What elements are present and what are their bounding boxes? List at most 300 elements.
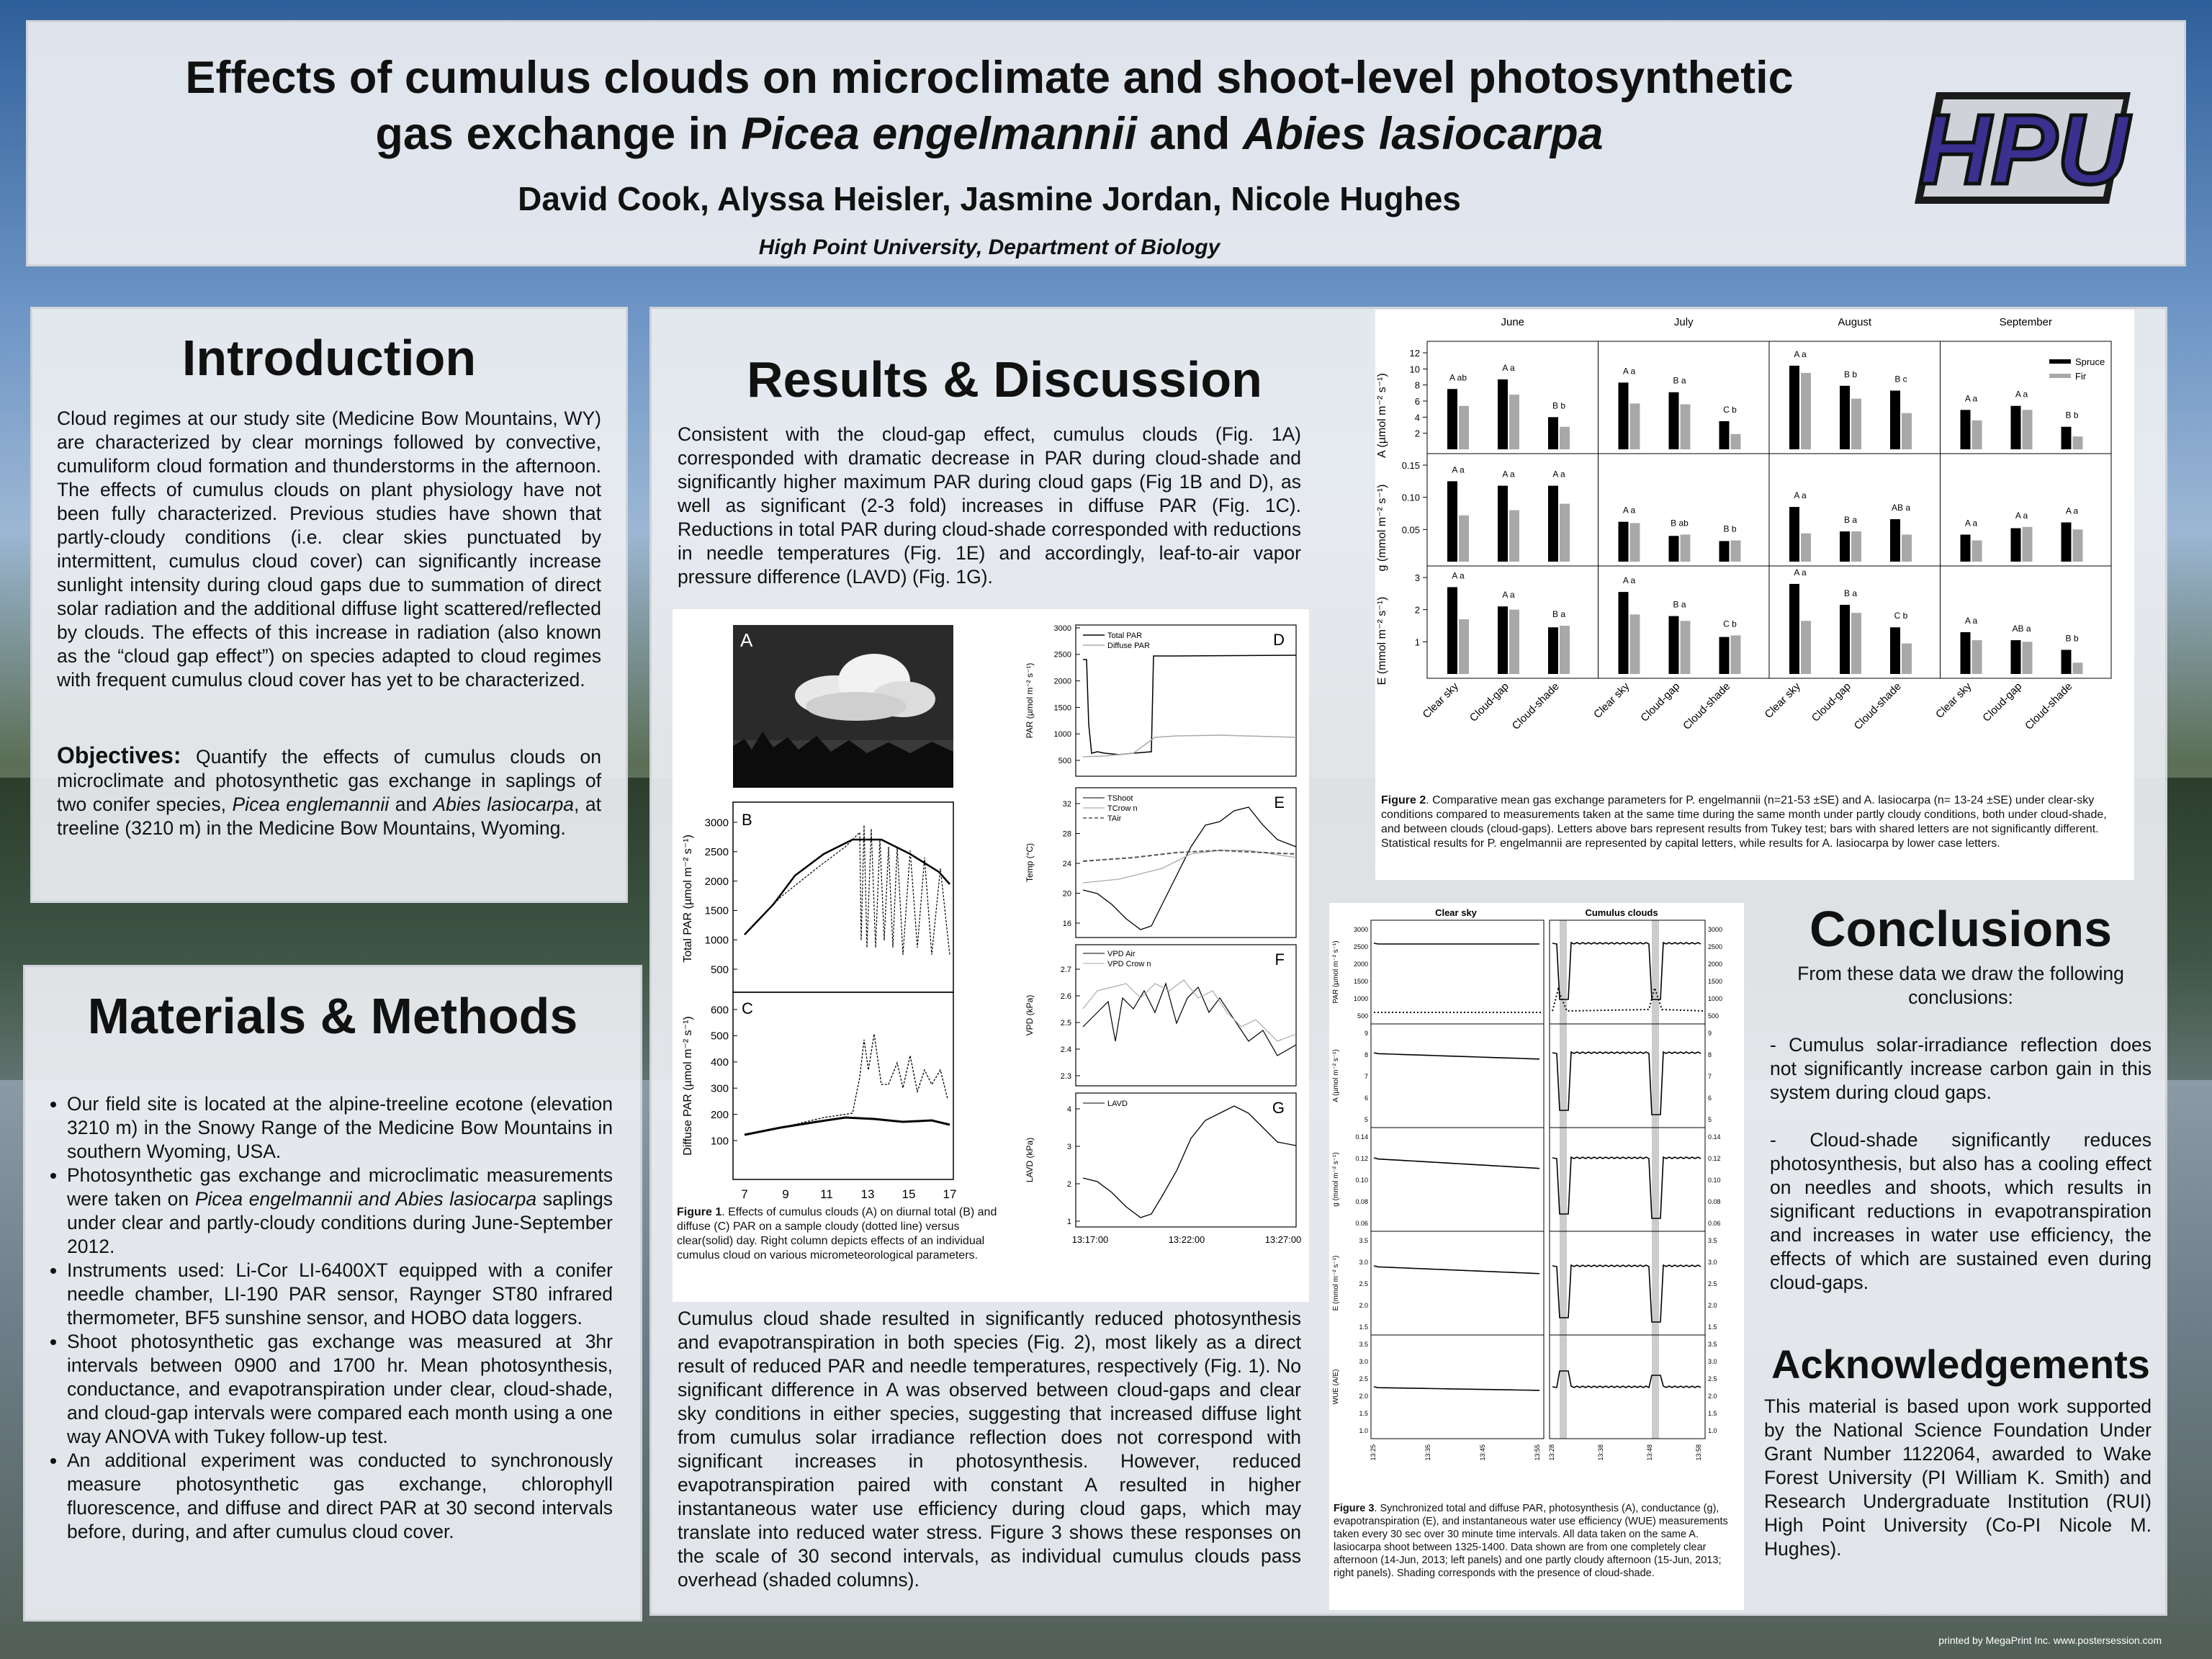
fig2-bar-spruce [2062,427,2072,449]
introduction-panel [30,307,628,903]
fig3-line-clear [1374,1387,1539,1390]
fig2-sig-label: B a [1673,599,1686,610]
fig2-month-label: June [1501,316,1525,328]
figure-2-chart [1375,310,2134,799]
fig2-bar-fir [1972,541,1982,562]
fig2-condition-label: Clear sky [1420,680,1461,721]
title-species-1: Picea engelmannii [741,109,1137,159]
fig3-head-cumulus: Cumulus clouds [1585,907,1658,918]
fig2-bar-spruce [1840,605,1850,674]
tick-label: 2000 [1708,961,1723,968]
tick-label: 3.5 [1708,1341,1717,1348]
tick-label: 1.5 [1708,1410,1717,1417]
fig2-sig-label: B b [2065,633,2079,644]
fig1-b-clear-line [745,840,950,935]
objectives-text-1: Quantify the effects of cumulus clouds on microclimate and photosynthetic gas exchange in saplings of two conifer species, [57,746,601,815]
fig2-bar-spruce [1498,486,1508,562]
fig1-c-ylabel: Diffuse PAR (µmol m⁻² s⁻¹) [682,1016,694,1156]
fig2-bar-spruce [1498,379,1508,449]
tick-label: 3.5 [1708,1237,1717,1244]
tick-label: 0.14 [1708,1133,1721,1141]
fig1-d-diffuse-line [1083,735,1296,757]
fig2-bar-spruce [1447,389,1457,449]
fig2-bar-spruce [2062,650,2072,675]
title-line-2: gas exchange in [375,109,742,159]
fig2-bar-fir [1902,413,1912,449]
fig2-bar-spruce [2011,406,2021,449]
fig2-bars [1447,349,2083,674]
fig1-g-lavd-line [1083,1106,1296,1218]
fig3-frame-left [1371,920,1544,1024]
fig2-bar-fir [1851,613,1861,674]
tick-label: 13:28 [1548,1444,1555,1461]
fig1-panel-e [1025,788,1296,938]
figure-1-svg [673,609,1309,1302]
tick-label: 2.4 [1060,1045,1071,1054]
fig2-bar-fir [1509,610,1519,674]
fig2-sig-label: A a [1452,570,1465,581]
fig2-bar-fir [1560,504,1570,562]
tick-label: 6 [1364,1094,1368,1102]
fig3-line-cumulus [1552,1052,1701,1115]
fig2-condition-label: Cloud-gap [1467,680,1511,724]
tick-label: 0.12 [1708,1155,1721,1162]
fig2-ylabel-g: g (mmol m⁻² s⁻¹) [1376,484,1388,572]
tick-label: 2.5 [1359,1375,1368,1382]
acknowledgements-text: This material is based upon work supported by the National Science Foundation Under Grant Number 1122064, awarded to Wake Forest University (PI William K. Smith) and Research Undergraduate Institution (RUI) High Point University (Co-PI Nicole M. Hughes). [1764,1395,2152,1560]
fig2-condition-label: Clear sky [1762,680,1803,721]
tick-label: 1500 [1053,703,1071,713]
fig2-bar-fir [1972,640,1982,674]
fig3-head-clear: Clear sky [1435,907,1477,918]
fig2-bar-fir [1972,421,1982,449]
fig2-bar-spruce [1619,382,1629,449]
title-species-2: Abies lasiocarpa [1242,109,1604,159]
tick-label: 7 [1708,1073,1712,1080]
tick-label: 2.6 [1060,992,1071,1001]
fig2-sig-label: B ab [1671,518,1689,529]
fig1-panel-a-label: A [740,629,753,651]
results-paragraph-2: Cumulus cloud shade resulted in significantly reduced photosynthesis and evapotranspiration in both species (Fig. 2), most likely as a direct result of reduced PAR and needle temperatures, respectively (Fig. 1). No significant difference in A was observed between cloud-gaps and clear sky conditions in either species, suggesting that increased diffuse light from cumulus solar irradiance reflection does not correspond with significant increases in photosynthesis. However, reduced evapotranspiration paired with constant A resulted in higher instantaneous water use efficiency during cloud gaps, which may translate into reduced water stress. Figure 3 shows these responses on the scale of 30 second intervals, as individual cumulus clouds pass overhead (shaded columns). [678,1308,1301,1591]
introduction-text: Cloud regimes at our study site (Medicine Bow Mountains, WY) are characterized by clear mornings followed by convective, cumuliform cloud formation and thunderstorms in the afternoon. The effects of cumulus clouds on plant physiology have not been fully characterized. Previous studies have shown that partly-cloudy conditions (i.e. clear skies punctuated by intermittent, cumulus cloud cover) can significantly increase sunlight intensity during cloud gaps due to summation of direct solar radiation and the additional diffuse light scattered/reflected by clouds. The effects of this increase in radiation (also known as the “cloud gap effect”) on species adapted to cloud regimes with frequent cumulus cloud cover has yet to be characterized. [57,408,601,691]
fig2-condition-label: Cloud-shade [1509,680,1562,732]
fig2-sig-label: A a [1552,469,1565,480]
fig1-b-cloudy-line [745,825,950,955]
fig2-sig-label: B a [1552,609,1566,619]
figure-3 [1329,903,1744,1610]
fig1-e-legend-1: TShoot [1107,794,1133,803]
tick-label: 1 [1414,637,1420,648]
title-and: and [1136,109,1243,159]
tick-label: 3000 [1353,926,1368,933]
tick-label: 3.0 [1708,1259,1717,1266]
fig1-panel-f [1025,945,1296,1086]
fig2-sig-label: A a [1502,469,1515,480]
tick-label: 13:45 [1479,1444,1486,1461]
fig2-month-labels [1501,316,2051,328]
tick-label: 2500 [1708,943,1723,950]
fig2-sig-label: A a [1794,567,1807,577]
tick-label: 3.0 [1708,1358,1717,1365]
tick-label: 0.08 [1355,1198,1368,1205]
fig2-legend-fir: Fir [2075,371,2087,382]
fig3-shade-1 [1560,920,1567,1439]
fig3-ylabel: WUE (A/E) [1332,1369,1340,1405]
fig2-bar-fir [1801,621,1811,674]
fig2-bar-spruce [1447,587,1457,674]
tick-label: 500 [710,1030,729,1043]
fig2-bar-spruce [1961,534,1971,562]
fig3-frame-right [1550,1128,1705,1231]
fig2-bar-fir [1560,626,1570,674]
fig2-sig-label: B b [1843,369,1858,379]
tick-label: 500 [710,963,729,976]
fig2-bar-fir [1630,523,1640,562]
tick-label: 2500 [1353,943,1368,950]
fig2-bar-fir [1681,534,1691,562]
fig2-sig-label: B b [1723,523,1737,534]
fig2-sig-label: AB a [1891,503,1911,513]
fig3-diffuse-cumulus [1552,988,1704,1011]
tick-label: 2.3 [1060,1071,1071,1081]
fig2-sig-label: AB a [2012,624,2031,634]
tick-label: 1000 [1353,995,1368,1002]
fig1-f-vpd-air-line [1083,984,1296,1056]
tick-label: 13:48 [1646,1444,1653,1461]
methods-item-species: Picea engelmannii and Abies lasiocarpa [194,1188,537,1210]
tick-label: 13:17:00 [1071,1234,1109,1245]
fig1-panel-c-label: C [742,999,753,1017]
conclusion-item-2: - Cloud-shade significantly reduces photosynthesis, but also has a cooling effect on needles and shoots, which results in significant reductions in evapotranspiration and increases in water use efficiency, the effects of which are sustained even during cloud-gaps. [1770,1129,2152,1293]
tick-label: 3.5 [1359,1237,1368,1244]
figure-3-caption-text: . Synchronized total and diffuse PAR, photosynthesis (A), conductance (g), evapotranspiration (E), and instantaneous water use efficiency (WUE) measurements taken every 30 sec over 30 minute time intervals. All data taken on the same A. lasiocarpa shoot between 1325-1400. Data shown are from one completely clear afternoon (14-Jun, 2013; left panels) and one partly cloudy afternoon (15-Jun, 2013; right panels). Shading corresponds with the presence of cloud-shade. [1334,1503,1728,1579]
fig2-bar-fir [2023,642,2033,674]
fig1-g-ticks [1067,1105,1080,1226]
tick-label: 2 [1066,1179,1071,1189]
tick-label: 2000 [1053,677,1071,686]
tick-label: 2.0 [1359,1393,1368,1400]
tick-label: 1.0 [1359,1427,1368,1434]
fig3-frame-left [1371,1335,1544,1439]
fig2-bar-spruce [1669,392,1679,449]
methods-item-text: saplings under clear and partly-cloudy conditions during June-September 2012. [67,1188,613,1257]
tick-label: 200 [710,1108,729,1121]
fig2-sig-label: C b [1723,619,1737,629]
tick-label: 11 [820,1187,833,1201]
fig2-bar-fir [1731,635,1741,674]
tick-label: 1000 [1053,730,1071,739]
tick-label: 9 [1364,1030,1368,1037]
tick-label: 2 [1414,428,1420,439]
tick-label: 24 [1062,859,1071,868]
fig2-bar-spruce [1961,632,1971,674]
fig3-frame-right [1550,1231,1705,1335]
fig1-panel-d [1025,624,1296,776]
tick-label: 2.7 [1060,965,1071,974]
tick-label: 1.5 [1708,1323,1717,1331]
fig2-legend-spruce: Spruce [2075,356,2105,367]
methods-item [67,1164,613,1259]
results-heading: Results & Discussion [747,351,1262,408]
fig1-b-ylabel: Total PAR (µmol m⁻² s⁻¹) [682,835,694,963]
methods-item: • An additional experiment was conducted to synchronously measure photosynthetic gas exchange, chlorophyll fluorescence, and diffuse and direct PAR at 30 second intervals before, during, and after cumulus cloud cover. [67,1449,613,1544]
tick-label: 3 [1414,572,1420,583]
tick-label: 1500 [704,904,729,917]
conclusion-item-1: - Cumulus solar-irradiance reflection does not significantly increase carbon gain in this system during cloud gaps. [1770,1034,2152,1103]
tick-label: 500 [1058,756,1071,765]
methods-item: • Our field site is located at the alpine-treeline ecotone (elevation 3210 m) in the Snowy Range of the Medicine Bow Mountains in southern Wyoming, USA. [67,1092,613,1164]
tick-label: 13:58 [1695,1444,1702,1461]
tick-label: 1.0 [1708,1427,1717,1434]
acknowledgements-section [1757,1341,2164,1561]
fig1-f-legend-2: VPD Crow n [1107,960,1151,968]
fig2-ylabel-a: A (µmol m⁻² s⁻¹) [1376,373,1388,458]
fig2-bar-fir [1630,614,1640,674]
methods-item: • Instruments used: Li-Cor LI-6400XT equipped with a conifer needle chamber, LI-190 PAR sensor, Raynger ST80 infrared thermometer, BF5 sunshine sensor, and HOBO data loggers. [67,1259,613,1330]
fig2-condition-label: Cloud-gap [1809,680,1853,724]
fig2-sig-label: B b [1552,400,1566,411]
tick-label: 13:22:00 [1168,1234,1205,1245]
fig2-sig-label: A a [1452,464,1465,475]
fig1-g-legend: LAVD [1107,1100,1128,1108]
fig2-bar-fir [1459,406,1469,449]
fig2-bar-spruce [1498,606,1508,674]
tick-label: 1.5 [1359,1323,1368,1331]
tick-label: 3.0 [1359,1259,1368,1266]
tick-label: 17 [943,1187,957,1201]
fig3-ylabel: A (µmol m⁻² s⁻¹) [1332,1049,1340,1102]
fig3-frame-left [1371,1231,1544,1335]
fig1-e-tcrown-line [1083,850,1296,883]
fig2-bar-spruce [1890,627,1900,674]
tick-label: 2.0 [1708,1393,1717,1400]
figure-2-caption [1381,793,2128,851]
tick-label: 15 [902,1187,916,1201]
fig2-month-label: August [1838,316,1872,328]
fig1-e-tshoot-line [1083,807,1296,930]
fig1-e-legend-3: TAir [1107,814,1122,823]
fig1-g-ylabel: LAVD (kPa) [1025,1137,1035,1183]
fig2-bar-fir [2073,529,2083,562]
fig2-bar-spruce [1890,390,1900,449]
fig2-sig-label: A a [1794,490,1807,501]
fig2-bar-fir [1681,621,1691,674]
tick-label: 0.06 [1708,1220,1721,1227]
methods-item: • Shoot photosynthetic gas exchange was measured at 3hr intervals between 0900 and 1700 hr. Mean photosynthesis, conductance, and evapotranspiration under clear, cloud-shade, and cloud-gap intervals were compared each month using a one way ANOVA with Tukey follow-up test. [67,1330,613,1449]
tick-label: 0.10 [1708,1177,1721,1184]
fig2-bar-spruce [1619,592,1629,674]
tick-label: 600 [710,1004,729,1017]
fig2-sig-label: B b [2065,410,2079,421]
fig1-panel-d-label: D [1273,631,1285,649]
tick-label: 13:25 [1370,1444,1377,1461]
tick-label: 1500 [1353,978,1368,985]
fig2-sig-label: A a [1964,615,1978,626]
fig2-bar-spruce [1669,616,1679,674]
poster-title [28,50,1951,162]
fig1-f-legend-1: VPD Air [1107,950,1136,958]
fig2-legend [2049,356,2105,382]
fig2-bar-fir [1731,541,1741,562]
fig2-condition-label: Cloud-shade [2023,680,2075,732]
tick-label: 2500 [704,846,729,859]
tick-label: 7 [741,1187,748,1201]
tick-label: 16 [1062,919,1071,928]
tick-label: 5 [1708,1116,1712,1123]
fig3-ylabel: g (mmol m⁻² s⁻¹) [1332,1152,1340,1207]
fig1-panel-b [682,802,953,992]
fig1-e-ylabel: Temp (°C) [1025,842,1035,883]
fig2-bar-fir [1902,534,1912,562]
tick-label: 4 [1066,1105,1071,1114]
fig3-ylabel: E (mmol m⁻² s⁻¹) [1332,1255,1340,1311]
tick-label: 13:55 [1534,1444,1541,1461]
figure-1-caption-label: Figure 1 [677,1206,722,1218]
fig2-bar-spruce [1890,519,1900,562]
objectives-text-3: , at treeline (3210 m) in the Medicine Bow Mountains, Wyoming. [57,793,601,839]
fig1-e-tair-line [1083,850,1296,861]
fig2-sig-label: A a [1794,349,1807,359]
fig3-line-clear [1374,1158,1539,1169]
title-line-1: Effects of cumulus clouds on microclimate and shoot-level photosynthetic [185,53,1794,103]
fig2-bar-spruce [1548,486,1558,562]
fig2-condition-label: Cloud-gap [1638,680,1683,724]
methods-panel [23,965,642,1622]
fig2-sig-label: A a [2015,510,2028,521]
tick-label: 6 [1414,396,1420,407]
tick-label: 6 [1708,1094,1712,1102]
tick-label: 9 [1708,1030,1712,1037]
tick-label: 10 [1409,364,1420,375]
fig2-sig-label: A a [1502,590,1515,601]
fig2-sig-label: A a [2065,505,2079,516]
fig2-bar-spruce [1548,627,1558,674]
fig2-ylabel-e: E (mmol m⁻² s⁻¹) [1376,596,1388,685]
logo-text: HPU [1919,94,2129,205]
tick-label: 2.5 [1708,1375,1717,1382]
tick-label: 1.5 [1359,1410,1368,1417]
fig3-frame-left [1371,1128,1544,1231]
conclusions-section [1757,900,2164,1295]
tick-label: 100 [710,1135,729,1148]
fig2-bar-fir [1731,434,1741,449]
fig2-bar-spruce [2011,529,2021,562]
fig2-bar-spruce [1789,366,1799,449]
tick-label: 3000 [704,817,729,830]
figure-1 [673,609,1309,1302]
fig2-sig-label: A a [1622,575,1636,586]
fig1-d-ylabel: PAR (µmol m⁻² s⁻¹) [1025,662,1035,739]
fig2-bar-spruce [1789,584,1799,674]
fig2-bar-spruce [1619,522,1629,562]
fig2-bar-spruce [2011,640,2021,674]
fig1-panel-g-label: G [1272,1099,1285,1117]
fig2-month-label: July [1673,316,1694,328]
tick-label: 2000 [704,875,729,888]
fig1-panel-b-label: B [742,811,752,829]
fig2-bar-fir [1851,399,1861,449]
conclusions-heading: Conclusions [1809,901,2113,957]
objectives-paragraph [57,744,601,840]
fig3-line-cumulus [1552,943,1701,999]
tick-label: 2.5 [1359,1280,1368,1287]
tick-label: 2000 [1353,961,1368,968]
fig1-c-clear-line [745,1118,950,1135]
fig2-bar-spruce [1669,536,1679,562]
tick-label: 13 [860,1187,875,1201]
fig3-line-clear [1374,943,1539,944]
tick-label: 3 [1066,1142,1071,1151]
tick-label: 13:35 [1424,1444,1431,1461]
tick-label: 1000 [704,934,729,947]
tick-label: 400 [710,1056,729,1069]
fig1-f-ticks [1061,966,1080,1081]
fig1-panel-c [682,992,956,1201]
figure-3-chart [1329,903,1744,1493]
tick-label: 300 [710,1082,729,1095]
fig3-line-cumulus [1552,1371,1701,1388]
fig2-sig-label: A a [1502,362,1515,373]
tick-label: 0.10 [1401,492,1420,503]
methods-item-text: Photosynthetic gas exchange and microclimatic measurements were taken on [67,1164,613,1210]
tick-label: 8 [1364,1051,1368,1058]
tick-label: 8 [1708,1051,1712,1058]
fig2-sig-label: A a [2015,389,2028,400]
fig2-bar-spruce [1789,507,1799,562]
tick-label: 500 [1357,1012,1368,1020]
tick-label: 3.5 [1359,1341,1368,1348]
footer-credit: printed by MegaPrint Inc. www.postersession.com [1938,1635,2162,1646]
objectives-species-2: Abies lasiocarpa [433,793,575,815]
figure-2 [1375,310,2134,880]
fig2-sig-label: B a [1843,588,1858,598]
figure-1-caption-text: . Effects of cumulus clouds (A) on diurnal total (B) and diffuse (C) PAR on a sample cloudy (dotted line) versus clear(solid) day. Right column depicts effects of an individual cumulus cloud on various micrometeorological parameters. [677,1206,997,1262]
fig2-bar-fir [2023,527,2033,562]
figure-2-caption-text: . Comparative mean gas exchange parameters for P. engelmannii (n=21-53 ±SE) and A. lasiocarpa (n= 13-24 ±SE) under clear-sky conditions compared to measurements taken at the same time during the same month under partly cloudy conditions, both under cloud-shade, and between clouds (cloud-gaps). Letters above bars represent results from Tukey test; bars with shared letters are not significantly different. Statistical results for P. engelmannii are represented by capital letters, while results for A. lasiocarpa by lower case letters. [1381,794,2107,850]
fig2-bar-spruce [1447,481,1457,562]
fig3-line-clear [1374,1266,1539,1274]
fig1-time-ticks [1072,1234,1302,1245]
tick-label: 0.08 [1708,1198,1721,1205]
tick-label: 3000 [1053,624,1071,633]
tick-label: 20 [1062,889,1071,899]
fig2-bar-fir [1630,403,1640,449]
fig2-bar-fir [1801,534,1811,562]
objectives-species-1: Picea englemannii [232,793,390,815]
fig2-sig-label: C b [1894,611,1908,621]
tick-label: 13:38 [1597,1444,1604,1461]
figure-3-caption-label: Figure 3 [1334,1503,1375,1514]
tick-label: 13:27:00 [1264,1234,1302,1245]
fig1-x-ticks [741,1187,956,1201]
fig3-frame-right [1550,1024,1705,1128]
fig2-condition-label: Cloud-shade [1851,680,1904,732]
fig3-frames [1332,920,1722,1461]
tick-label: 32 [1062,799,1071,809]
tick-label: 1 [1066,1217,1071,1226]
tick-label: 9 [782,1187,789,1201]
fig1-f-ylabel: VPD (kPa) [1025,994,1035,1036]
introduction-heading: Introduction [181,330,477,386]
fig2-bar-fir [2073,436,2083,449]
fig2-bar-fir [1681,404,1691,449]
fig2-bar-spruce [1719,421,1730,449]
tick-label: 3.0 [1359,1358,1368,1365]
title-panel [26,20,2186,266]
fig1-d-total-line [1083,655,1296,755]
tick-label: 3000 [1708,926,1723,933]
tick-label: 2 [1414,604,1420,616]
